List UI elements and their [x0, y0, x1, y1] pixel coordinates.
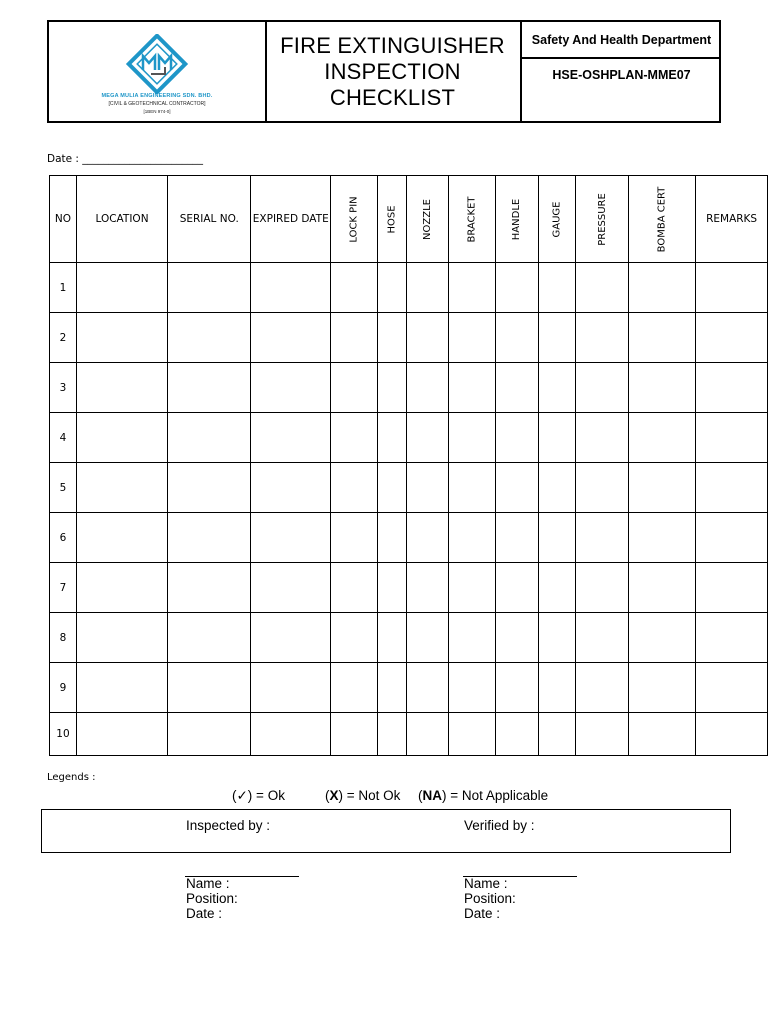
cell-serial-no[interactable]	[168, 713, 251, 756]
table-row	[50, 363, 768, 413]
cell-nozzle[interactable]	[407, 413, 449, 463]
cell-bomba-cert[interactable]	[629, 363, 696, 413]
cell-remarks[interactable]	[696, 563, 768, 613]
table-row	[50, 663, 768, 713]
legend-ok: (✓) = Ok	[232, 788, 285, 803]
col-gauge-label: GAUGE	[551, 201, 563, 238]
cell-nozzle[interactable]	[407, 513, 449, 563]
cell-remarks[interactable]	[696, 513, 768, 563]
table-row	[50, 563, 768, 613]
cell-gauge[interactable]	[538, 513, 575, 563]
cell-serial-no[interactable]	[168, 613, 251, 663]
cell-location[interactable]	[76, 363, 167, 413]
verifier-position[interactable]: Position:	[464, 891, 516, 906]
cell-hose[interactable]	[378, 663, 407, 713]
col-handle-label: HANDLE	[511, 198, 523, 241]
table-row	[50, 513, 768, 563]
col-location: LOCATION	[76, 176, 167, 263]
cell-handle[interactable]	[496, 613, 538, 663]
cell-nozzle[interactable]	[407, 613, 449, 663]
cell-hose[interactable]	[378, 563, 407, 613]
cell-handle[interactable]	[496, 463, 538, 513]
company-registration: [1BEN 974-0]	[143, 109, 171, 114]
cell-bomba-cert[interactable]	[629, 613, 696, 663]
document-header	[47, 20, 721, 123]
cell-bomba-cert[interactable]	[629, 663, 696, 713]
cell-remarks[interactable]	[696, 663, 768, 713]
inspector-position[interactable]: Position:	[186, 891, 238, 906]
cell-gauge[interactable]	[538, 313, 575, 363]
cell-expired-date[interactable]	[251, 463, 331, 513]
cell-bracket[interactable]	[449, 413, 496, 463]
row-number: 8	[50, 613, 77, 663]
inspector-fields[interactable]	[186, 876, 238, 921]
cell-gauge[interactable]	[538, 663, 575, 713]
col-expired-date: EXPIRED DATE	[251, 176, 331, 263]
cell-expired-date[interactable]	[251, 513, 331, 563]
legend-not-applicable: (NA) = Not Applicable	[418, 788, 549, 803]
signoff-box	[41, 809, 731, 853]
cell-lock-pin[interactable]	[331, 463, 378, 513]
cell-hose[interactable]	[378, 513, 407, 563]
cell-remarks[interactable]	[696, 263, 768, 313]
cell-bracket[interactable]	[449, 363, 496, 413]
cell-expired-date[interactable]	[251, 663, 331, 713]
cell-expired-date[interactable]	[251, 413, 331, 463]
cell-bomba-cert[interactable]	[629, 713, 696, 756]
table-row	[50, 413, 768, 463]
cell-location[interactable]	[76, 513, 167, 563]
cell-pressure[interactable]	[575, 313, 629, 363]
col-gauge	[538, 176, 575, 263]
cell-pressure[interactable]	[575, 513, 629, 563]
cell-lock-pin[interactable]	[331, 263, 378, 313]
cell-handle[interactable]	[496, 413, 538, 463]
cell-gauge[interactable]	[538, 363, 575, 413]
cell-serial-no[interactable]	[168, 413, 251, 463]
company-logo-cell	[49, 22, 267, 121]
cell-hose[interactable]	[378, 613, 407, 663]
cell-serial-no[interactable]	[168, 563, 251, 613]
cell-bracket[interactable]	[449, 613, 496, 663]
cell-handle[interactable]	[496, 563, 538, 613]
title-line-1: FIRE EXTINGUISHER	[280, 32, 505, 58]
cell-nozzle[interactable]	[407, 263, 449, 313]
col-serial-no: SERIAL NO.	[168, 176, 251, 263]
cell-gauge[interactable]	[538, 613, 575, 663]
cell-bracket[interactable]	[449, 663, 496, 713]
cell-gauge[interactable]	[538, 713, 575, 756]
cell-handle[interactable]	[496, 513, 538, 563]
cell-location[interactable]	[76, 613, 167, 663]
cell-hose[interactable]	[378, 463, 407, 513]
cell-hose[interactable]	[378, 413, 407, 463]
cell-remarks[interactable]	[696, 363, 768, 413]
cell-location[interactable]	[76, 563, 167, 613]
cell-remarks[interactable]	[696, 413, 768, 463]
cell-bomba-cert[interactable]	[629, 513, 696, 563]
cell-bracket[interactable]	[449, 263, 496, 313]
cell-gauge[interactable]	[538, 263, 575, 313]
inspection-table	[49, 175, 768, 756]
verifier-name[interactable]: Name :	[464, 876, 508, 891]
inspector-date[interactable]: Date :	[186, 906, 223, 921]
cell-expired-date[interactable]	[251, 313, 331, 363]
inspector-name[interactable]: Name :	[186, 876, 230, 891]
cell-serial-no[interactable]	[168, 463, 251, 513]
title-line-2: INSPECTION	[324, 58, 461, 84]
table-row	[50, 313, 768, 363]
cell-remarks[interactable]	[696, 713, 768, 756]
cell-handle[interactable]	[496, 313, 538, 363]
cell-lock-pin[interactable]	[331, 563, 378, 613]
cell-gauge[interactable]	[538, 563, 575, 613]
cell-handle[interactable]	[496, 663, 538, 713]
col-pressure	[575, 176, 629, 263]
company-name: MEGA MULIA ENGINEERING SDN. BHD.	[101, 93, 213, 99]
company-subtitle: [CIVIL & GEOTECHNICAL CONTRACTOR]	[108, 101, 206, 107]
cell-hose[interactable]	[378, 363, 407, 413]
cell-lock-pin[interactable]	[331, 363, 378, 413]
row-number: 4	[50, 413, 77, 463]
cell-bracket[interactable]	[449, 513, 496, 563]
col-remarks: REMARKS	[696, 176, 768, 263]
cell-location[interactable]	[76, 313, 167, 363]
cell-nozzle[interactable]	[407, 463, 449, 513]
col-pressure-label: PRESSURE	[596, 193, 608, 246]
table-row	[50, 713, 768, 756]
cell-lock-pin[interactable]	[331, 413, 378, 463]
cell-hose[interactable]	[378, 313, 407, 363]
cell-gauge[interactable]	[538, 463, 575, 513]
row-number: 10	[50, 713, 77, 756]
cell-gauge[interactable]	[538, 413, 575, 463]
cell-lock-pin[interactable]	[331, 313, 378, 363]
row-number: 1	[50, 263, 77, 313]
legends-label: Legends :	[47, 772, 96, 783]
cell-handle[interactable]	[496, 363, 538, 413]
cell-serial-no[interactable]	[168, 263, 251, 313]
col-nozzle	[407, 176, 449, 263]
cell-location[interactable]	[76, 263, 167, 313]
row-number: 5	[50, 463, 77, 513]
cell-lock-pin[interactable]	[331, 513, 378, 563]
cell-hose[interactable]	[378, 263, 407, 313]
col-bracket-label: BRACKET	[466, 196, 478, 243]
cell-bomba-cert[interactable]	[629, 313, 696, 363]
cell-pressure[interactable]	[575, 413, 629, 463]
col-no: NO	[50, 176, 77, 263]
row-number: 9	[50, 663, 77, 713]
row-number: 7	[50, 563, 77, 613]
inspected-by-label: Inspected by :	[186, 818, 271, 833]
table-row	[50, 613, 768, 663]
cell-nozzle[interactable]	[407, 663, 449, 713]
table-row	[50, 263, 768, 313]
cell-bomba-cert[interactable]	[629, 563, 696, 613]
cell-bracket[interactable]	[449, 463, 496, 513]
cell-expired-date[interactable]	[251, 613, 331, 663]
cell-expired-date[interactable]	[251, 263, 331, 313]
company-logo-icon	[107, 34, 207, 94]
col-hose-label: HOSE	[386, 205, 398, 234]
cell-remarks[interactable]	[696, 613, 768, 663]
cell-expired-date[interactable]	[251, 563, 331, 613]
table-header-row	[50, 176, 768, 263]
cell-expired-date[interactable]	[251, 363, 331, 413]
date-field[interactable]: Date : _______________________	[47, 153, 204, 165]
cell-handle[interactable]	[496, 713, 538, 756]
title-line-3: CHECKLIST	[329, 84, 456, 110]
cell-nozzle[interactable]	[407, 713, 449, 756]
cell-nozzle[interactable]	[407, 363, 449, 413]
cell-nozzle[interactable]	[407, 563, 449, 613]
cell-serial-no[interactable]	[168, 663, 251, 713]
cell-location[interactable]	[76, 413, 167, 463]
cell-location[interactable]	[76, 713, 167, 756]
col-lock-pin	[331, 176, 378, 263]
cell-handle[interactable]	[496, 263, 538, 313]
document-code: HSE-OSHPLAN-MME07	[552, 68, 691, 82]
legend-not-ok: (X) = Not Ok	[325, 788, 401, 803]
verifier-date[interactable]: Date :	[464, 906, 501, 921]
cell-pressure[interactable]	[575, 363, 629, 413]
cell-serial-no[interactable]	[168, 313, 251, 363]
cell-location[interactable]	[76, 663, 167, 713]
cell-nozzle[interactable]	[407, 313, 449, 363]
cell-location[interactable]	[76, 463, 167, 513]
cell-lock-pin[interactable]	[331, 663, 378, 713]
cell-expired-date[interactable]	[251, 713, 331, 756]
cell-serial-no[interactable]	[168, 513, 251, 563]
cell-pressure[interactable]	[575, 713, 629, 756]
cell-lock-pin[interactable]	[331, 713, 378, 756]
col-lock-pin-label: LOCK PIN	[348, 196, 360, 243]
row-number: 3	[50, 363, 77, 413]
col-bomba-cert	[629, 176, 696, 263]
col-nozzle-label: NOZZLE	[422, 199, 434, 240]
cell-pressure[interactable]	[575, 463, 629, 513]
cell-pressure[interactable]	[575, 613, 629, 663]
cell-bracket[interactable]	[449, 563, 496, 613]
cell-bomba-cert[interactable]	[629, 263, 696, 313]
row-number: 6	[50, 513, 77, 563]
cell-bracket[interactable]	[449, 313, 496, 363]
verified-by-label: Verified by :	[464, 818, 535, 833]
cell-bomba-cert[interactable]	[629, 463, 696, 513]
cell-lock-pin[interactable]	[331, 613, 378, 663]
cell-remarks[interactable]	[696, 463, 768, 513]
col-handle	[496, 176, 538, 263]
verifier-fields[interactable]	[464, 876, 516, 921]
row-number: 2	[50, 313, 77, 363]
document-title	[265, 22, 522, 121]
cell-bracket[interactable]	[449, 713, 496, 756]
col-hose	[378, 176, 407, 263]
cell-remarks[interactable]	[696, 313, 768, 363]
cell-hose[interactable]	[378, 713, 407, 756]
cell-pressure[interactable]	[575, 563, 629, 613]
department-label: Safety And Health Department	[522, 22, 721, 59]
cell-pressure[interactable]	[575, 663, 629, 713]
cell-bomba-cert[interactable]	[629, 413, 696, 463]
cell-pressure[interactable]	[575, 263, 629, 313]
col-bomba-cert-label: BOMBA CERT	[656, 186, 668, 253]
table-row	[50, 463, 768, 513]
col-bracket	[449, 176, 496, 263]
cell-serial-no[interactable]	[168, 363, 251, 413]
